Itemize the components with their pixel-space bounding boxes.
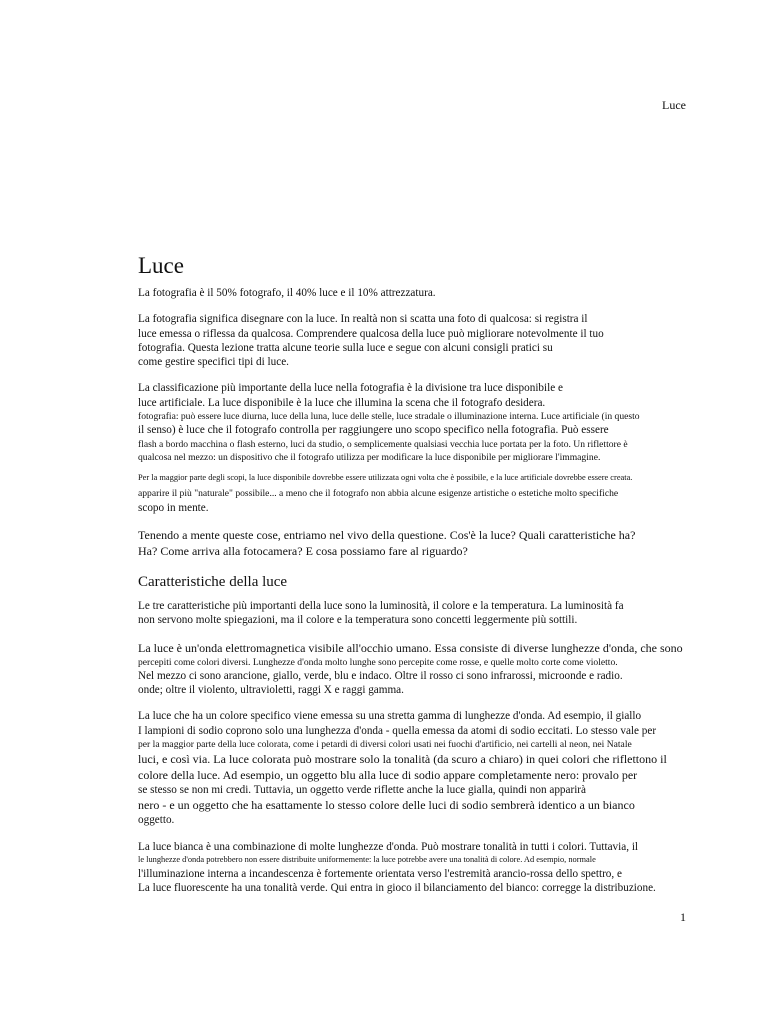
text-line: La luce fluorescente ha una tonalità verde. Qui entra in gioco il bilanciamento del bianco: corregge la distribuzione. bbox=[138, 881, 656, 894]
paragraph-intro-quote bbox=[138, 286, 713, 300]
text-line: I lampioni di sodio coprono solo una lunghezza d'onda - quella emessa da atomi di sodio eccitati. Lo stesso vale per bbox=[138, 724, 657, 737]
text-line: l'illuminazione interna a incandescenza è fortemente orientata verso l'estremità arancio-rossa dello spettro, e bbox=[138, 867, 622, 880]
text-line: Nel mezzo ci sono arancione, giallo, verde, blu e indaco. Oltre il rosso ci sono infrarossi, microonde e radio. bbox=[138, 669, 623, 682]
text-line: La luce bianca è una combinazione di molte lunghezze d'onda. Può mostrare tonalità in tutti i colori. Tuttavia, il bbox=[138, 840, 639, 853]
paragraph-definition bbox=[138, 312, 713, 369]
page-content bbox=[138, 252, 713, 907]
text-line: luce emessa o riflessa da qualcosa. Comprendere qualcosa della luce può migliorare notevolmente il tuo bbox=[138, 327, 604, 340]
text-line: Ha? Come arriva alla fotocamera? E cosa possiamo fare al riguardo? bbox=[138, 543, 468, 558]
section-heading: Caratteristiche della luce bbox=[138, 573, 288, 590]
text-line: La luce che ha un colore specifico viene emessa su una stretta gamma di lunghezze d'onda. Ad esempio, il giallo bbox=[138, 710, 642, 723]
text-line: onde; oltre il violento, ultravioletti, raggi X e raggi gamma. bbox=[138, 684, 404, 697]
page-title: Luce bbox=[138, 253, 184, 278]
text-line: luci, e così via. La luce colorata può mostrare solo la tonalità (da scuro a chiaro) in quei colori che riflettono il bbox=[138, 752, 667, 767]
text-line: colore della luce. Ad esempio, un oggetto blu alla luce di sodio appare completamente nero: provalo per bbox=[138, 768, 638, 783]
text-line: qualcosa nel mezzo: un dispositivo che il fotografo utilizza per modificare la luce disponibile per migliorare l'immagine. bbox=[138, 451, 601, 463]
text-line: Le tre caratteristiche più importanti della luce sono la luminosità, il colore e la temperatura. La luminosità fa bbox=[138, 599, 624, 612]
text-line: per la maggior parte della luce colorata, come i petardi di diversi colori usati nei fuochi d'artificio, nei cartelli al neon, nei Natale bbox=[138, 738, 632, 750]
text-line: oggetto. bbox=[138, 814, 175, 827]
text-line: non servono molte spiegazioni, ma il colore e la temperatura sono concetti leggermente più sottili. bbox=[138, 614, 578, 627]
paragraph-characteristics bbox=[138, 599, 713, 628]
paragraph-classification bbox=[138, 381, 713, 464]
text-line: La fotografia significa disegnare con la luce. In realtà non si scatta una foto di qualcosa: si registra il bbox=[138, 313, 588, 326]
text-line: fotografia. Questa lezione tratta alcune teorie sulla luce e segue con alcuni consigli pratici su bbox=[138, 341, 553, 354]
text-line: percepiti come colori diversi. Lunghezze d'onda molto lunghe sono percepite come rosse, e quelle molto corte come violetto. bbox=[138, 656, 618, 668]
text-line: luce artificiale. La luce disponibile è la luce che illumina la scena che il fotografo desidera. bbox=[138, 396, 546, 409]
paragraph-white-light bbox=[138, 840, 713, 895]
paragraph-colored-light bbox=[138, 709, 713, 827]
paragraph-available-light bbox=[138, 472, 713, 515]
text-line: il senso) è luce che il fotografo controlla per raggiungere uno scopo specifico nella fotografia. Può essere bbox=[138, 424, 609, 437]
text-line: La luce è un'onda elettromagnetica visibile all'occhio umano. Essa consiste di diverse lunghezze d'onda, che sono bbox=[138, 640, 683, 655]
text-line: fotografia: può essere luce diurna, luce della luna, luce delle stelle, luce stradale o illuminazione interna. Luce artificiale (in questo bbox=[138, 411, 640, 423]
running-header: Luce bbox=[662, 98, 686, 112]
text-line: La fotografia è il 50% fotografo, il 40% luce e il 10% attrezzatura. bbox=[138, 287, 436, 299]
paragraph-questions bbox=[138, 527, 713, 559]
page-number: 1 bbox=[680, 910, 686, 924]
paragraph-electromagnetic bbox=[138, 640, 713, 698]
text-line: come gestire specifici tipi di luce. bbox=[138, 356, 289, 369]
text-line: Tenendo a mente queste cose, entriamo nel vivo della questione. Cos'è la luce? Quali caratteristiche ha? bbox=[138, 527, 636, 542]
text-line: Per la maggior parte degli scopi, la luce disponibile dovrebbe essere utilizzata ogni volta che è possibile, e la luce artificiale dovrebbe essere creata. bbox=[138, 472, 633, 482]
text-line: apparire il più "naturale" possibile... a meno che il fotografo non abbia alcune esigenze artistiche o estetiche molto specifiche bbox=[138, 488, 619, 500]
text-line: La classificazione più importante della luce nella fotografia è la divisione tra luce disponibile e bbox=[138, 382, 563, 395]
text-line: scopo in mente. bbox=[138, 501, 209, 514]
text-line: flash a bordo macchina o flash esterno, luci da studio, o semplicemente qualsiasi vecchia luce portata per la foto. Un riflettore è bbox=[138, 438, 628, 450]
text-line: nero - e un oggetto che ha esattamente lo stesso colore delle luci di sodio sembrerà identico a un bianco bbox=[138, 798, 635, 813]
text-line: se stesso se non mi credi. Tuttavia, un oggetto verde riflette anche la luce gialla, quindi non apparirà bbox=[138, 784, 586, 797]
text-line: le lunghezze d'onda potrebbero non essere distribuite uniformemente: la luce potrebbe avere una tonalità di colore. Ad esempio, normale bbox=[138, 855, 596, 865]
